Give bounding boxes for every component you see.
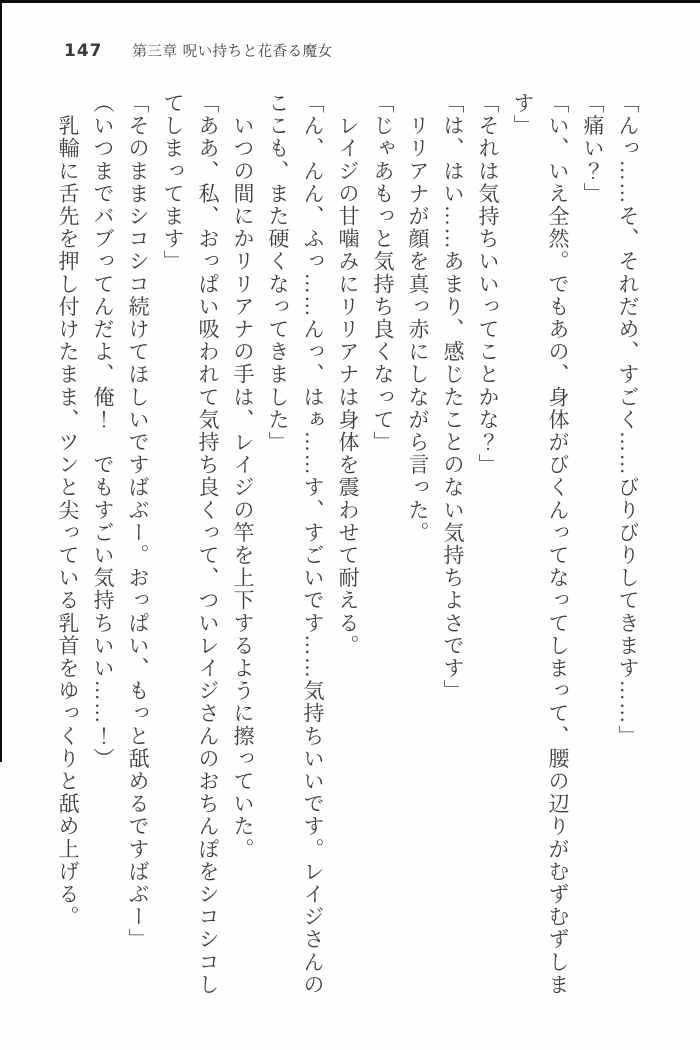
paragraph: いつの間にかリリアナの手は、レイジの竿を上下するように擦っていた。 [231, 92, 255, 861]
paragraph: レイジの甘噛みにリリアナは身体を震わせて耐える。 [336, 92, 360, 657]
paragraph: 「んっ……そ、それだめ、すごく……びりびりしてきます……」 [616, 92, 640, 748]
paragraph: 「ん、んん、ふっ……んっ、はぁ……す、すごいです……気持ちいいです。レイジさんのここも、また硬くなってきました」 [266, 92, 325, 996]
chapter-title: 第三章 呪い持ちと花香る魔女 [132, 44, 333, 60]
page-number: 147 [64, 41, 103, 61]
paragraph: 乳輪に舌先を押し付けたまま、ツンと尖っている乳首をゆっくりと舐め上げる。 [56, 92, 80, 929]
paragraph: リリアナが顔を真っ赤にしながら言った。 [406, 92, 430, 544]
paragraph: 「それは気持ちいいってことかな？」 [476, 92, 500, 477]
paragraph: 「は、はい……あまり、感じたことのない気持ちよさです」 [441, 92, 465, 703]
paragraph: 「じゃあもっと気持ち良くなって」 [371, 92, 395, 454]
paragraph: 「い、いえ全然。でもあの、身体がびくんってなってしまって、腰の辺りがむずむずします」 [511, 92, 570, 996]
paragraph: （いつまでバブってんだよ、俺！ でもすごい気持ちいい……！） [91, 92, 115, 770]
running-header [64, 40, 333, 61]
scan-edge-left [0, 0, 2, 762]
paragraph: 「ああ、私、おっぱい吸われて気持ち良くって、ついレイジさんのおちんぽをシコシコしてしまってます」 [161, 92, 220, 996]
paragraph: 「そのままシコシコ続けてほしいですばぶー。おっぱい、もっと舐めるですばぶー」 [126, 92, 150, 951]
paragraph: 「痛い？」 [581, 92, 605, 205]
scan-edge-top [0, 0, 700, 3]
novel-text-body [49, 92, 645, 998]
